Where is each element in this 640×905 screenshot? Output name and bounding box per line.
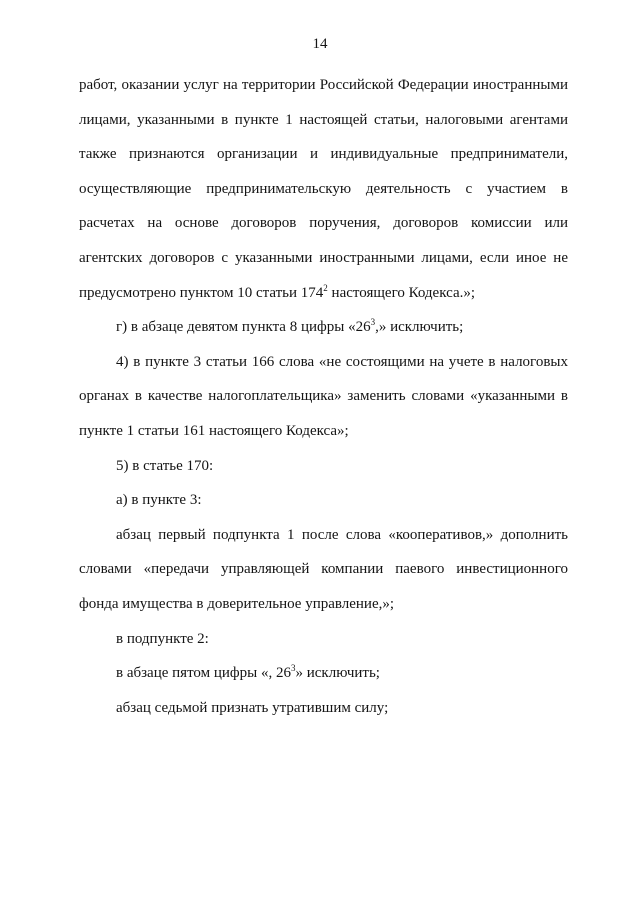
paragraph-text: » исключить; (295, 665, 380, 682)
superscript: 3 (370, 317, 376, 328)
paragraph-amendment-g (79, 310, 568, 345)
paragraph-subpoint-2: в подпункте 2: (116, 630, 209, 647)
paragraph-text: г) в абзаце девятом пункта 8 цифры «26 (116, 319, 371, 336)
paragraph-amendment-fifth (79, 656, 568, 691)
paragraph-subitem-a: а) в пункте 3: (116, 492, 202, 509)
paragraph-text: в абзаце пятом цифры «, 26 (116, 665, 291, 682)
paragraph-amendment-seventh: абзац седьмой признать утратившим силу; (116, 699, 389, 716)
paragraph-continuation (79, 68, 568, 310)
paragraph-text: работ, оказании услуг на территории Российской Федерации иностранными лицами, указанными в пункте 1 настоящей статьи, налоговыми агентами также признаются организации и индивидуальные предприниматели, осуществляющие предпринимательскую деятельность с участием в расчетах на основе договоров поручения, договоров комиссии или агентских договоров с указанными иностранными лицами, если иное не предусмотрено пунктом 10 статьи 174 (79, 77, 568, 301)
paragraph-item-5: 5) в статье 170: (116, 457, 214, 474)
paragraph-text: настоящего Кодекса.»; (327, 284, 476, 301)
paragraph-text: ,» исключить; (375, 319, 464, 336)
paragraph-amendment-first: абзац первый подпункта 1 после слова «кооперативов,» дополнить словами «передачи управляющей компании паевого инвестиционного фонда имущества в доверительное управление,»; (79, 526, 568, 612)
superscript: 2 (323, 282, 328, 293)
document-body (79, 68, 568, 725)
superscript: 3 (290, 663, 296, 674)
page-number: 14 (312, 36, 328, 52)
paragraph-item-4: 4) в пункте 3 статьи 166 слова «не состоящими на учете в налоговых органах в качестве налогоплательщика» заменить словами «указанными в пункте 1 статьи 161 настоящего Кодекса»; (79, 353, 568, 439)
